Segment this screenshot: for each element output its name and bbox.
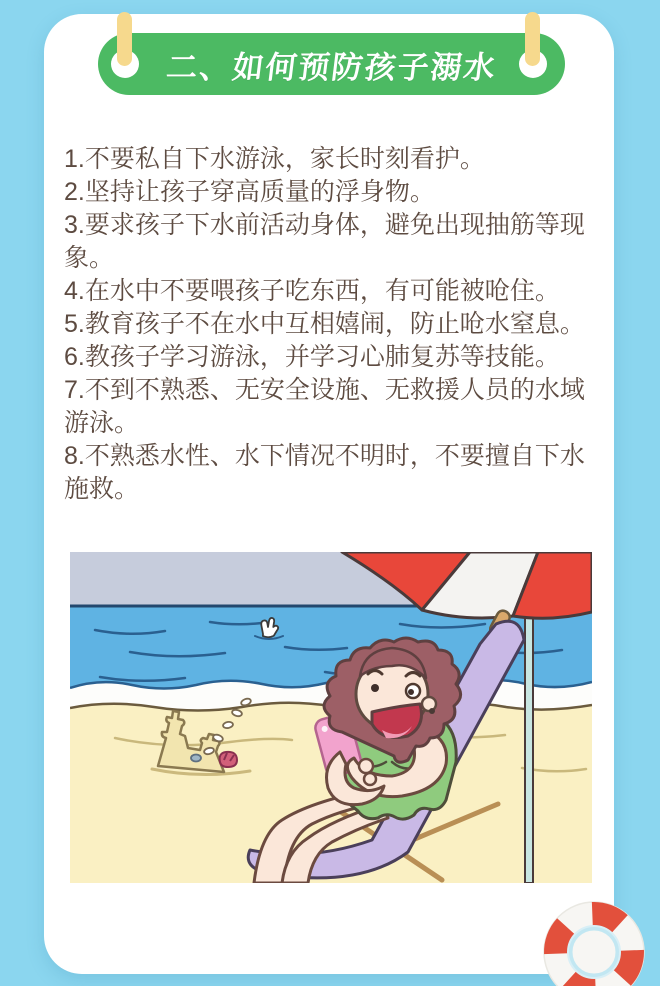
tip-item: 6.教孩子学习游泳，并学习心肺复苏等技能。 bbox=[64, 343, 560, 371]
red-shell-icon bbox=[220, 752, 237, 767]
mouth bbox=[372, 704, 422, 738]
left-eye bbox=[371, 684, 379, 692]
tip-item: 1.不要私自下水游泳，家长时刻看护。 bbox=[64, 145, 485, 173]
title-banner bbox=[98, 33, 565, 95]
tip-item: 3.要求孩子下水前活动身体，避免出现抽筋等现象。 bbox=[64, 211, 585, 272]
pebble bbox=[191, 755, 201, 762]
hanger-pin-right-icon bbox=[525, 12, 540, 66]
lifebuoy-icon bbox=[528, 890, 660, 986]
umbrella-pole bbox=[525, 614, 533, 883]
beach-illustration bbox=[70, 552, 592, 883]
tips-list bbox=[64, 143, 592, 506]
tip-item: 5.教育孩子不在水中互相嬉闹，防止呛水窒息。 bbox=[64, 310, 585, 338]
tip-item: 8.不熟悉水性、水下情况不明时，不要擅自下水施救。 bbox=[64, 442, 585, 503]
tip-item: 4.在水中不要喂孩子吃东西，有可能被呛住。 bbox=[64, 277, 560, 305]
tip-item: 2.坚持让孩子穿高质量的浮身物。 bbox=[64, 178, 435, 206]
hanger-pin-left-icon bbox=[117, 12, 132, 66]
page-title: 二、如何预防孩子溺水 bbox=[163, 49, 499, 85]
tip-item: 7.不到不熟悉、无安全设施、无救援人员的水域游泳。 bbox=[64, 376, 585, 437]
